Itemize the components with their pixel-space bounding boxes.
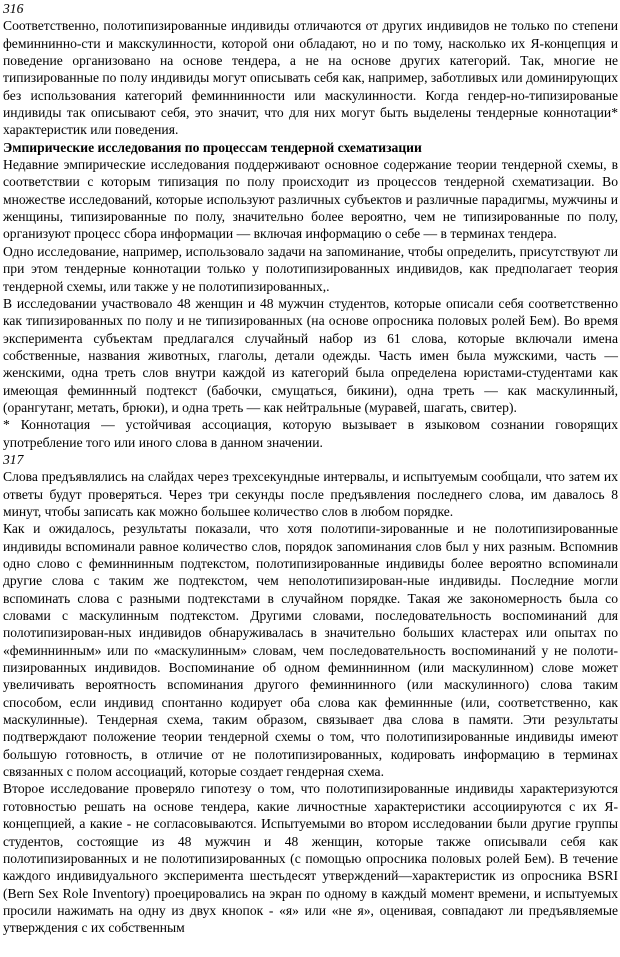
paragraph: Второе исследование проверяло гипотезу о том, что полотипизированные индивиды характеризуются готовностью решать на основе тендера, какие личностные характеристики ассоциируются с их Я-концепцией, а какие - не согласовываются. Испытуемыми во втором исследовании были другие группы студентов, состоящие из 48 мужчин и 48 женщин, которые также описывали себя как полотипизированных и не полотипизированных (с помощью опросника половых ролей Бем). В течение каждого индивидуального эксперимента шестьдесят утверждений—характеристик из опросника BSRI (Bern Sex Role Inventory) проецировались на экран по одному в каждый момент времени, и испытуемых просили нажимать на одну из двух кнопок - «я» или «не я», оценивая, совпадают ли предъявляемые утверждения с их собственным <box>3 781 618 936</box>
paragraph: Одно исследование, например, использовало задачи на запоминание, чтобы определить, присутствуют ли при этом тендерные коннотации только у полотипизированных индивидов, как предполагает теория тендерной схемы, или также у не полотипизированных,. <box>3 243 618 294</box>
page-number: 317 <box>3 451 24 467</box>
paragraph: Недавние эмпирические исследования поддерживают основное содержание теории тендерной схемы, в соответствии с которым типизация по полу происходит из процессов тендерной схематизации. Во множестве исследований, которые используют различных субъектов и различные парадигмы, мужчины и женщины, типизированные по полу, значительно более вероятно, чем не типизированные по полу, организуют процесс сбора информации — включая информацию о себе — в терминах тендера. <box>3 157 618 242</box>
section-heading: Эмпирические исследования по процессам тендерной схематизации <box>3 139 422 155</box>
page-number: 316 <box>3 1 24 16</box>
paragraph: В исследовании участвовало 48 женщин и 48 мужчин студентов, которые описали себя соответственно как типизированных по полу и не типизированных (на основе опросника половых ролей Бем). Во время эксперимента субъектам предлагался случайный набор из 61 слова, которые включали имена собственные, названия животных, глаголы, детали одежды. Часть имен была мужскими, часть — женскими, одна треть слов внутри каждой из категорий была определена юристами-студентами как имеющая феминнный подтекст (бабочки, смущаться, бикини), одна треть — как маскулинный, (орангутанг, метать, брюки), и одна треть — как нейтральные (муравей, шагать, свитер). <box>3 295 618 415</box>
paragraph: Слова предъявлялись на слайдах через трехсекундные интервалы, и испытуемым сообщали, что затем их ответы будут проверяться. Через три секунды после предъявления последнего слова, им давалось 8 минут, чтобы записать как можно большее количество слов в любом порядке. <box>3 469 618 519</box>
footnote: * Коннотация — устойчивая ассоциация, которую вызывает в языковом сознании говорящих употребление того или иного слова в данном значении. <box>3 417 618 450</box>
paragraph: Как и ожидалось, результаты показали, что хотя полотипи-зированные и не полотипизированные индивиды вспоминали равное количество слов, порядок запоминания слов был у них разным. Вспомнив одно слово с феминнинным подтекстом, полотипизированные индивиды более вероятно вспоминали другие слова с таким же подтекстом, чем неполотипизирован-ные индивиды. Последние могли вспоминать слова с разными подтекстами в случайном порядке. Такая же закономерность была со словами с маскулинным подтекстом. Другими словами, последовательность воспоминаний для полотипизирован-ных индивидов обнаруживалась в значительно больших кластерах или опытах по «феминнинным» или по «маскулинным» словам, чем последовательность воспоминаний у не полоти-пизированных индивидов. Воспоминание об одном феминнинном (или маскулинном) слове может увеличивать вероятность вспоминания другого феминнинного (или маскулинного) слова таким способом, если индивид спонтанно кодирует оба слова как феминнные (или, соответственно, как маскулинные). Тендерная схема, таким образом, связывает два слова в памяти. Эти результаты подтверждают положение теории тендерной схемы о том, что полотипизированные индивиды имеют большую готовность, в отличие от не полотипизированных, кодировать информацию в терминах связанных с полом ассоциаций, которые создает гендерная схема. <box>3 521 618 780</box>
paragraph: Соответственно, полотипизированные индивиды отличаются от других индивидов не только по степени феминнинно-сти и макскулинности, которой они обладают, но и по тому, насколько их Я-концепция и поведение организовано на основе тендера, а не на основе других категорий. Так, многие не типизированные по полу индивиды могут описывать себя как, например, заботливых или доминирующих без использования категорий феминнинности или маскулинности. Когда гендер-но-типизированые индивиды так описывают себя, это значит, что для них могут быть выделены тендерные коннотации* характеристик или поведения. <box>3 18 618 138</box>
